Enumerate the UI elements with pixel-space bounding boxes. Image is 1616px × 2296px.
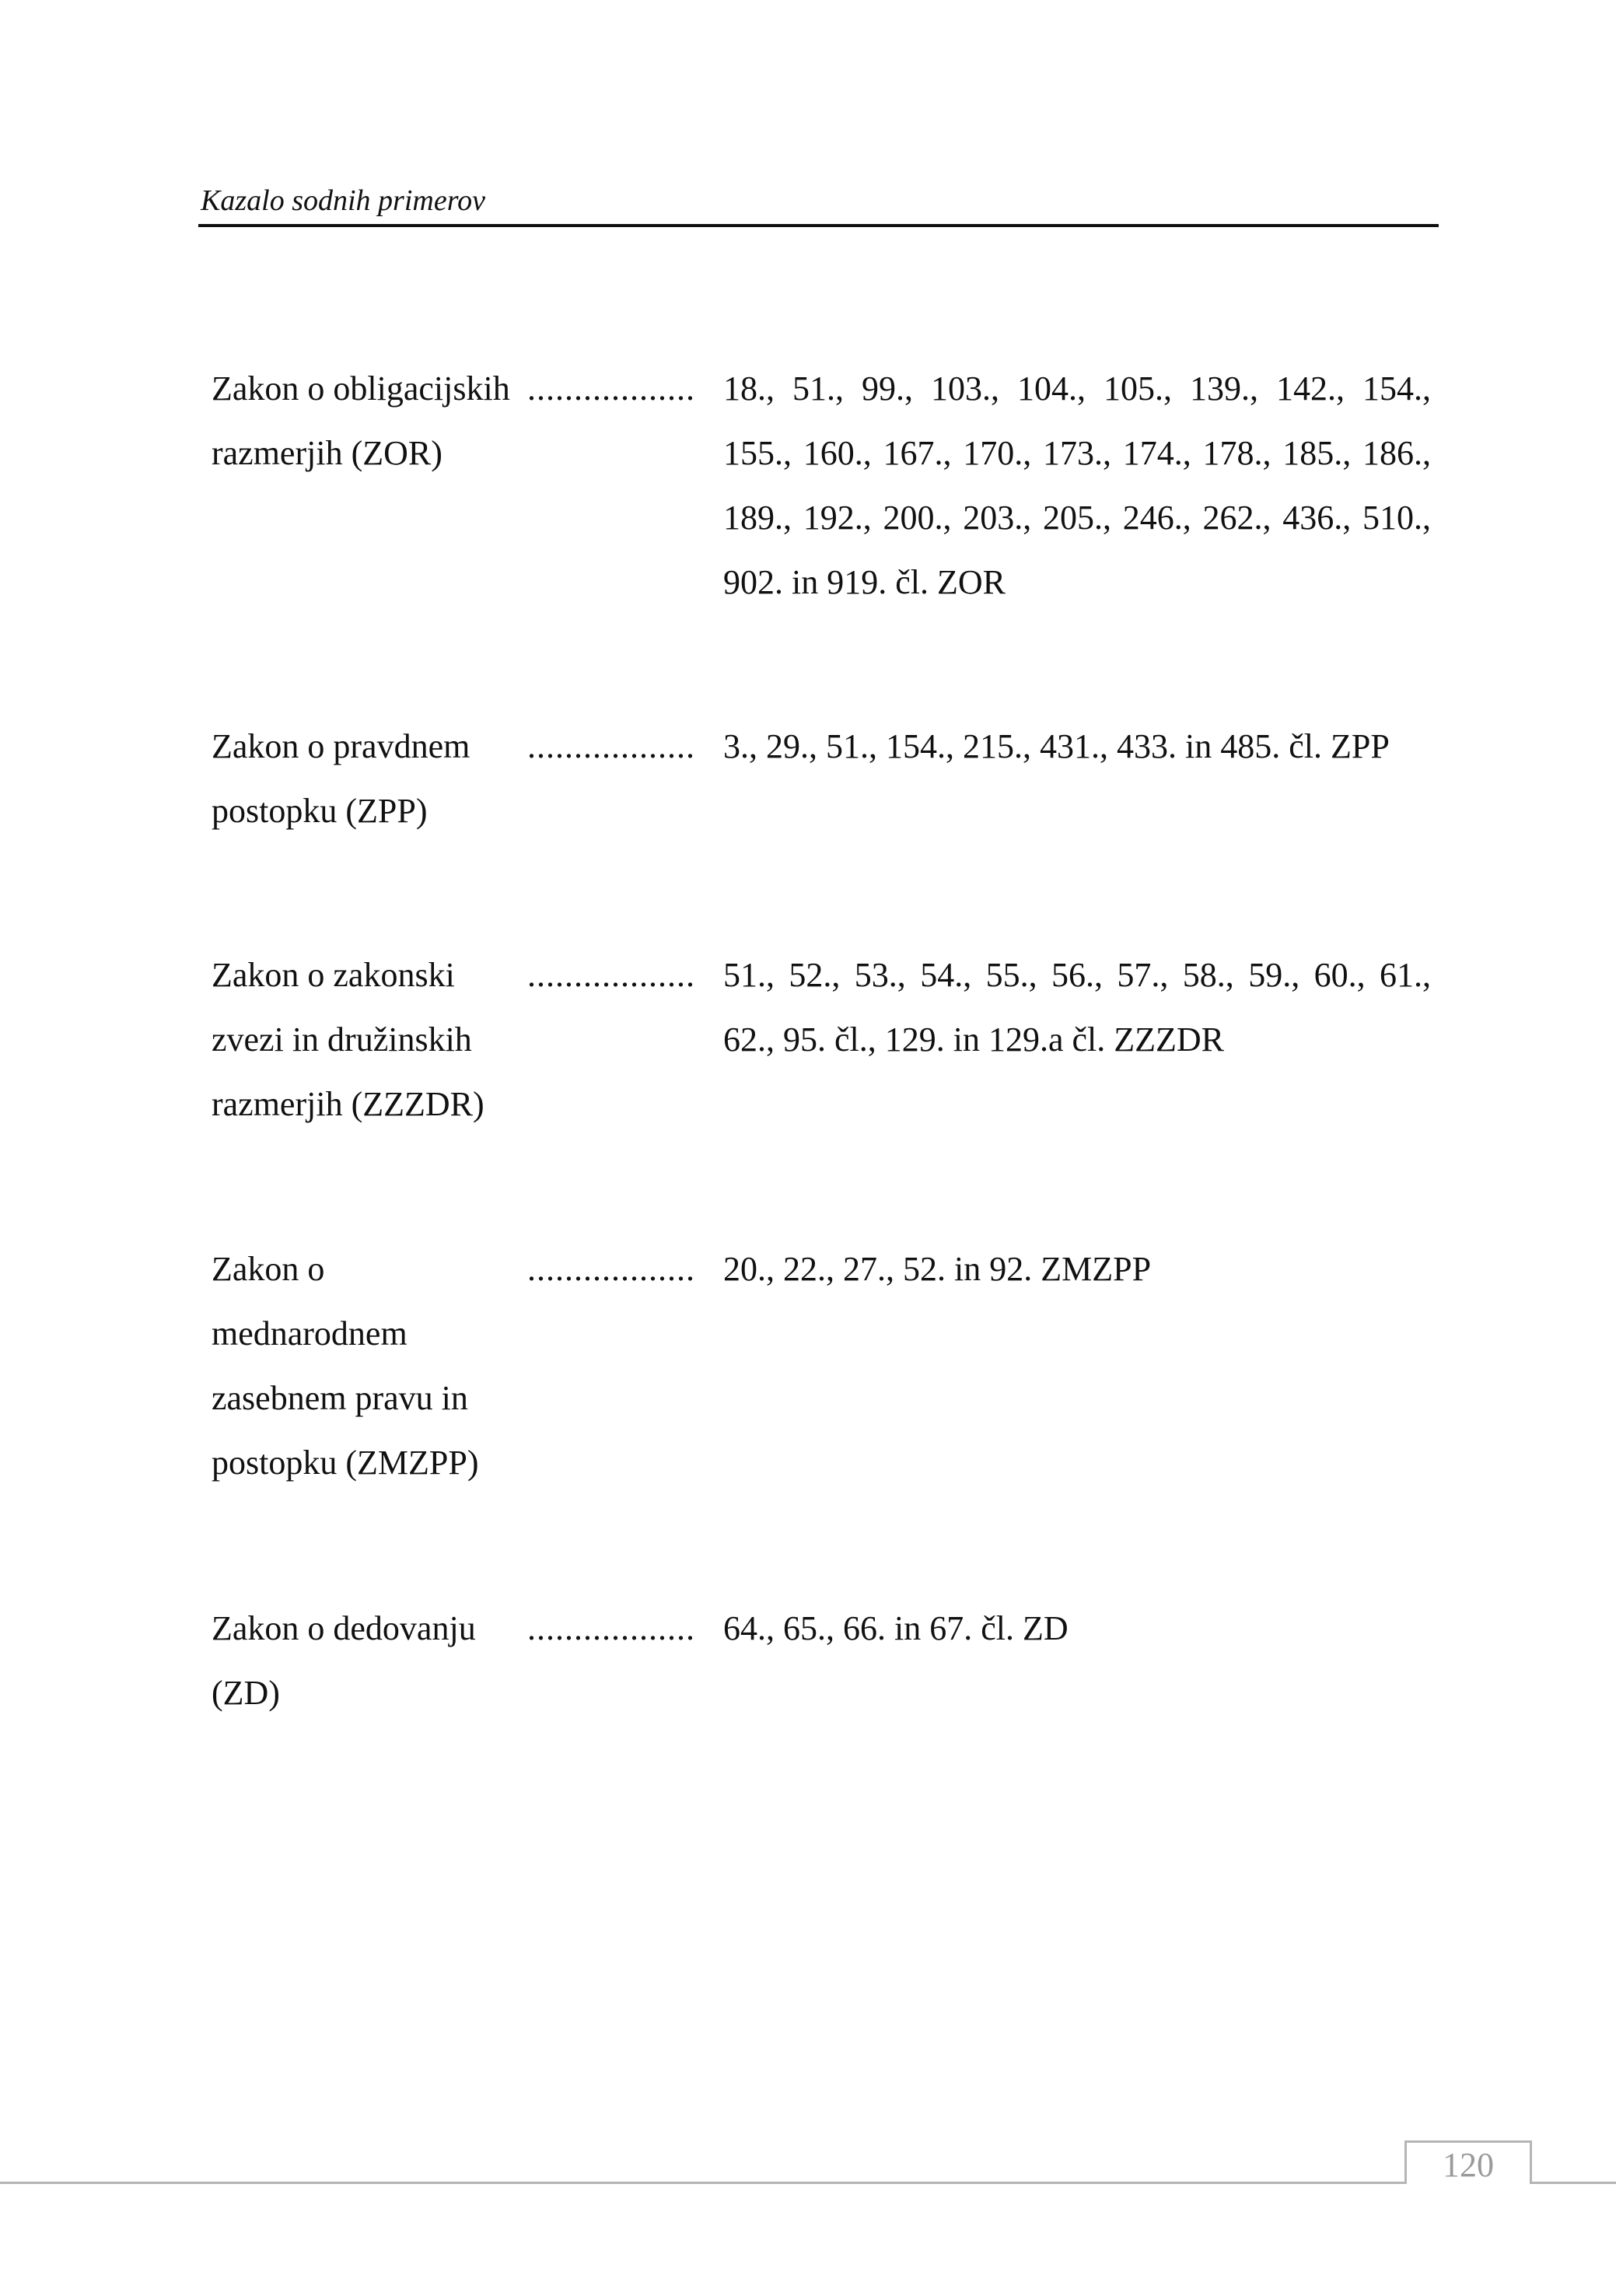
law-name: Zakon o dedovanju (ZD) [212,1609,476,1712]
running-header: Kazalo sodnih primerov [201,184,485,217]
law-name: Zakon o obligacijskih razmerjih (ZOR) [212,369,510,472]
dot-leader: .................. [527,727,695,765]
page-number: 120 [1404,2140,1532,2184]
article-references: 20., 22., 27., 52. in 92. ZMZPP [723,1250,1152,1288]
law-name: Zakon o zakonski zvezi in družinskih razmerjih (ZZZDR) [212,956,484,1123]
article-references: 64., 65., 66. in 67. čl. ZD [723,1609,1069,1647]
law-name: Zakon o mednarodnem zasebnem pravu in postopku (ZMZPP) [212,1250,479,1482]
dot-leader: .................. [527,956,695,994]
dot-leader: .................. [527,1609,695,1647]
dot-leader: .................. [527,369,695,408]
header-rule [198,224,1439,227]
article-references: 3., 29., 51., 154., 215., 431., 433. in 485. čl. ZPP [723,727,1390,765]
footer-rule-left [0,2182,1406,2184]
dot-leader: .................. [527,1250,695,1288]
article-references: 18., 51., 99., 103., 104., 105., 139., 142., 154., 155., 160., 167., 170., 173., 174., 178., 185., 186., 189., 192., 200., 203., 205., 246., 262., 436., 510., 902. in 919. čl. ZOR [723,369,1431,601]
article-references: 51., 52., 53., 54., 55., 56., 57., 58., 59., 60., 61., 62., 95. čl., 129. in 129.a čl. ZZZDR [723,956,1431,1059]
law-name: Zakon o pravdnem postopku (ZPP) [212,727,470,830]
footer-rule-right [1532,2182,1616,2184]
